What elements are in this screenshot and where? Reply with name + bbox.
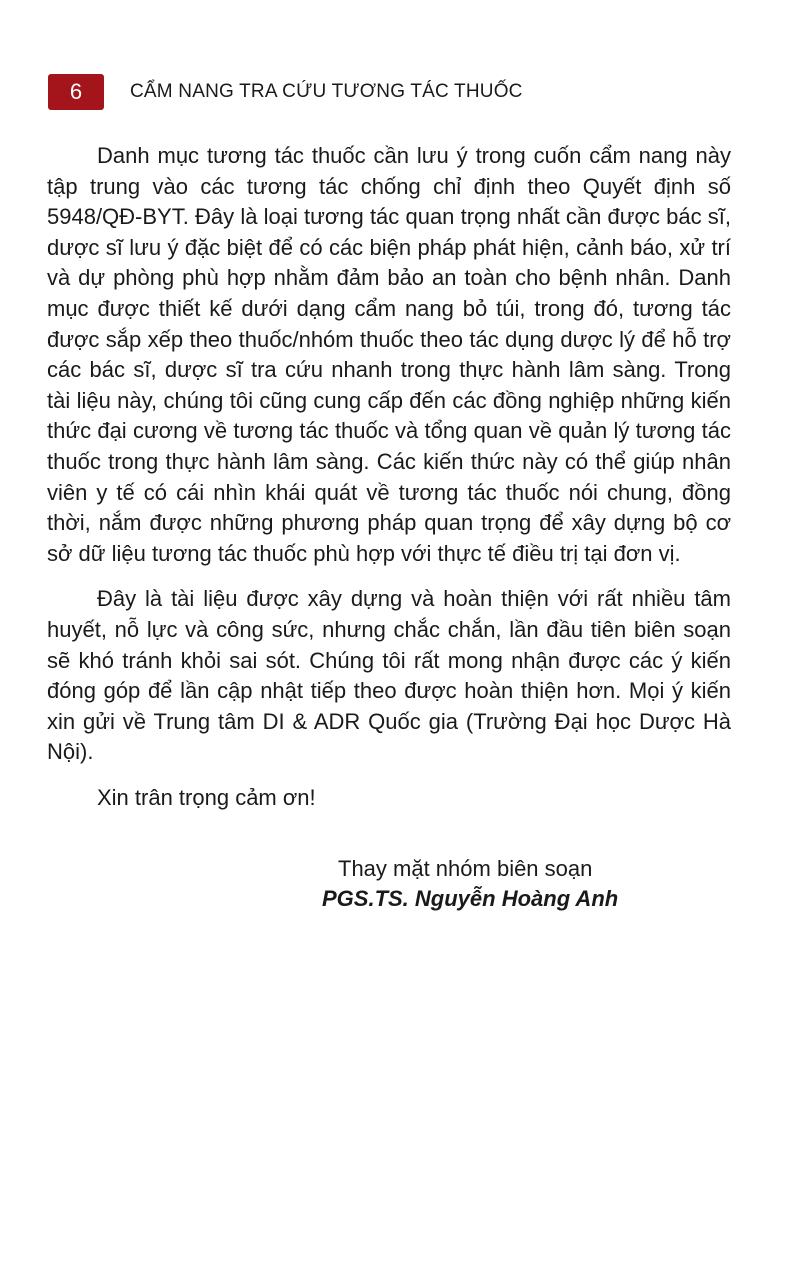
paragraph: Danh mục tương tác thuốc cần lưu ý trong cuốn cẩm nang này tập trung vào các tương tác chống chỉ định theo Quyết định số 5948/QĐ-BYT. Đây là loại tương tác quan trọng nhất cần được bác sĩ, dược sĩ lưu ý đặc biệt để có các biện pháp phát hiện, cảnh báo, xử trí và dự phòng phù hợp nhằm đảm bảo an toàn cho bệnh nhân. Danh mục được thiết kế dưới dạng cẩm nang bỏ túi, trong đó, tương tác được sắp xếp theo thuốc/nhóm thuốc theo tác dụng dược lý để hỗ trợ các bác sĩ, dược sĩ tra cứu nhanh trong thực hành lâm sàng. Trong tài liệu này, chúng tôi cũng cung cấp đến các đồng nghiệp những kiến thức đại cương về tương tác thuốc và tổng quan về quản lý tương tác thuốc trong thực hành lâm sàng. Các kiến thức này có thể giúp nhân viên y tế có cái nhìn khái quát về tương tác thuốc nói chung, đồng thời, nắm được những phương pháp quan trọng để xây dựng bộ cơ sở dữ liệu tương tác thuốc phù hợp với thực tế điều trị tại đơn vị. — [47, 143, 731, 566]
signature-role: Thay mặt nhóm biên soạn — [338, 856, 593, 881]
page-number-badge: 6 — [48, 74, 104, 110]
page-header — [48, 74, 523, 110]
body-text — [47, 141, 731, 825]
closing-thanks: Xin trân trọng cảm ơn! — [97, 784, 316, 810]
running-title: CẨM NANG TRA CỨU TƯƠNG TÁC THUỐC — [130, 81, 523, 102]
paragraph: Đây là tài liệu được xây dựng và hoàn thiện với rất nhiều tâm huyết, nỗ lực và công sức, nhưng chắc chắn, lần đầu tiên biên soạn sẽ khó tránh khỏi sai sót. Chúng tôi rất mong nhận được các ý kiến đóng góp để lần cập nhật tiếp theo được hoàn thiện hơn. Mọi ý kiến xin gửi về Trung tâm DI & ADR Quốc gia (Trường Đại học Dược Hà Nội). — [47, 586, 731, 765]
signature-name: PGS.TS. Nguyễn Hoàng Anh — [322, 886, 619, 911]
